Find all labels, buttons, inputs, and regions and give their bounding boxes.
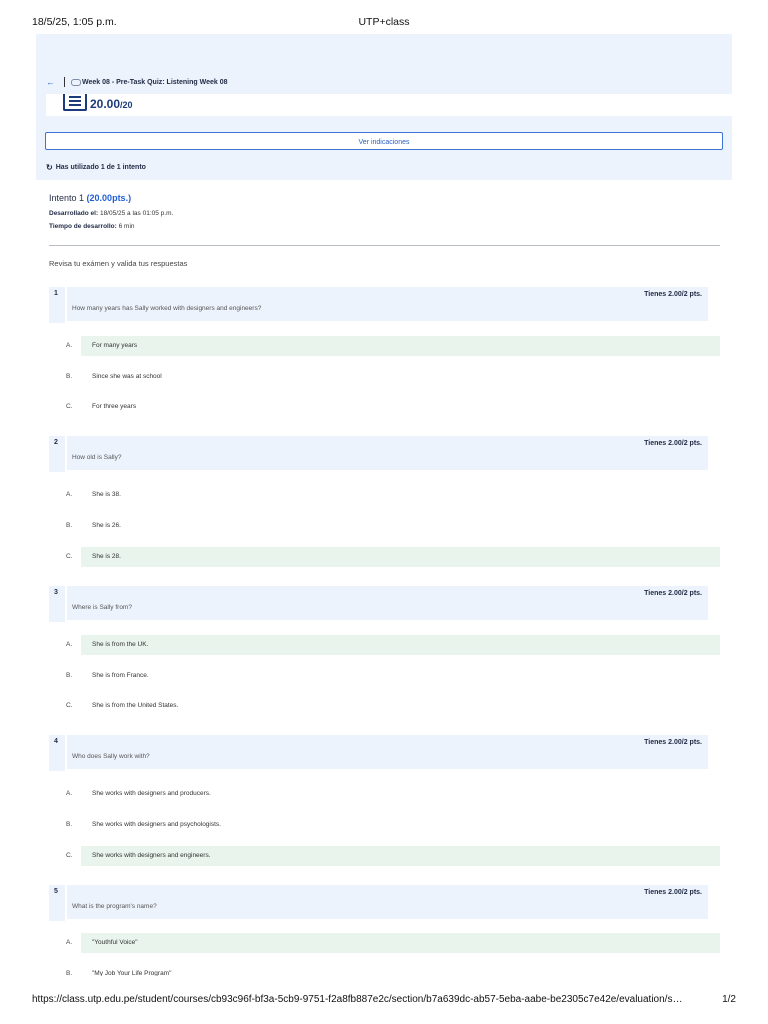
question-text: How many years has Sally worked with designers and engineers? — [72, 305, 262, 312]
answer-option — [49, 635, 720, 655]
option-text: She is from the UK. — [92, 641, 149, 648]
question-score: Tienes 2.00/2 pts. — [644, 889, 702, 896]
option-text: Since she was at school — [92, 373, 162, 380]
quiz-title: Week 08 - Pre-Task Quiz: Listening Week 08 — [82, 78, 228, 86]
question-card — [49, 436, 720, 472]
tiempo-info: Tiempo de desarrollo: 6 min — [49, 223, 135, 230]
option-letter: A. — [66, 491, 73, 498]
score-value: 20.00/20 — [90, 97, 133, 111]
print-header — [32, 16, 736, 32]
question-text: Where is Sally from? — [72, 604, 132, 611]
print-url: https://class.utp.edu.pe/student/courses/cb93c96f-bf3a-5cb9-9751-f2a8fb887e2c/section/b7a639dc-ab57-5eba-aabe-be2305c7e42e/evaluation/s… — [32, 994, 683, 1005]
print-title: UTP+class — [358, 16, 410, 28]
intento-points: (20.00pts.) — [86, 193, 132, 203]
option-letter: A. — [66, 641, 73, 648]
question-text: How old is Sally? — [72, 454, 122, 461]
option-text: She is 26. — [92, 522, 121, 529]
answer-option — [49, 815, 720, 835]
breadcrumb — [46, 76, 228, 88]
answer-option — [49, 696, 720, 716]
question-score: Tienes 2.00/2 pts. — [644, 440, 702, 447]
link-icon — [71, 79, 81, 86]
question-text: What is the program's name? — [72, 903, 157, 910]
option-letter: C. — [66, 553, 73, 560]
checklist-icon — [63, 94, 87, 111]
option-letter: A. — [66, 939, 73, 946]
answer-option — [49, 846, 720, 866]
option-text: She is 28. — [92, 553, 121, 560]
answer-option — [49, 547, 720, 567]
question-number: 5 — [54, 888, 58, 895]
intento-title: Intento 1 (20.00pts.) — [49, 193, 132, 203]
option-letter: C. — [66, 702, 73, 709]
option-text: She works with designers and engineers. — [92, 852, 211, 859]
print-footer — [32, 994, 736, 1008]
question-number: 3 — [54, 589, 58, 596]
question-number: 2 — [54, 439, 58, 446]
print-page-number: 1/2 — [722, 994, 736, 1005]
question-score: Tienes 2.00/2 pts. — [644, 739, 702, 746]
answer-option — [49, 485, 720, 505]
option-letter: C. — [66, 852, 73, 859]
answer-option — [49, 516, 720, 536]
refresh-icon: ↻ — [46, 163, 53, 172]
answer-option — [49, 784, 720, 804]
option-letter: B. — [66, 672, 73, 679]
attempts-info — [46, 163, 146, 172]
answer-option — [49, 964, 720, 976]
attempts-text: Has utilizado 1 de 1 intento — [55, 164, 146, 171]
option-letter: B. — [66, 373, 73, 380]
question-score: Tienes 2.00/2 pts. — [644, 291, 702, 298]
option-text: She is from the United States. — [92, 702, 179, 709]
question-card — [49, 586, 720, 622]
answer-option — [49, 666, 720, 686]
question-card — [49, 885, 720, 921]
option-letter: C. — [66, 403, 73, 410]
nav-divider — [64, 77, 65, 87]
answer-option — [49, 397, 720, 417]
option-text: She is 38. — [92, 491, 121, 498]
instructions-text: Revisa tu exámen y valida tus respuestas — [49, 259, 188, 268]
option-letter: B. — [66, 970, 73, 976]
option-letter: B. — [66, 522, 73, 529]
score-max: /20 — [120, 100, 133, 110]
question-text: Who does Sally work with? — [72, 753, 150, 760]
option-text: For many years — [92, 342, 138, 349]
option-text: "My Job Your Life Program" — [92, 970, 172, 976]
desarrollado-info: Desarrollado el: 18/05/25 a las 01:05 p.m. — [49, 210, 174, 217]
question-card — [49, 287, 720, 323]
print-date: 18/5/25, 1:05 p.m. — [32, 16, 117, 28]
option-letter: B. — [66, 821, 73, 828]
question-number: 1 — [54, 290, 58, 297]
answer-option — [49, 367, 720, 387]
option-text: She works with designers and producers. — [92, 790, 211, 797]
question-number: 4 — [54, 738, 58, 745]
option-text: "Youthful Voice" — [92, 939, 138, 946]
question-score: Tienes 2.00/2 pts. — [644, 590, 702, 597]
option-text: She is from France. — [92, 672, 149, 679]
answer-option — [49, 336, 720, 356]
score-row — [46, 94, 732, 116]
score-panel — [36, 94, 732, 180]
option-text: For three years — [92, 403, 137, 410]
option-letter: A. — [66, 342, 73, 349]
option-text: She works with designers and psychologists. — [92, 821, 221, 828]
answer-option — [49, 933, 720, 953]
divider — [49, 245, 720, 246]
question-card — [49, 735, 720, 771]
arrow-left-icon[interactable]: ← — [46, 77, 55, 87]
quiz-page — [36, 34, 732, 976]
ver-indicaciones-button[interactable]: Ver indicaciones — [45, 132, 723, 150]
option-letter: A. — [66, 790, 73, 797]
